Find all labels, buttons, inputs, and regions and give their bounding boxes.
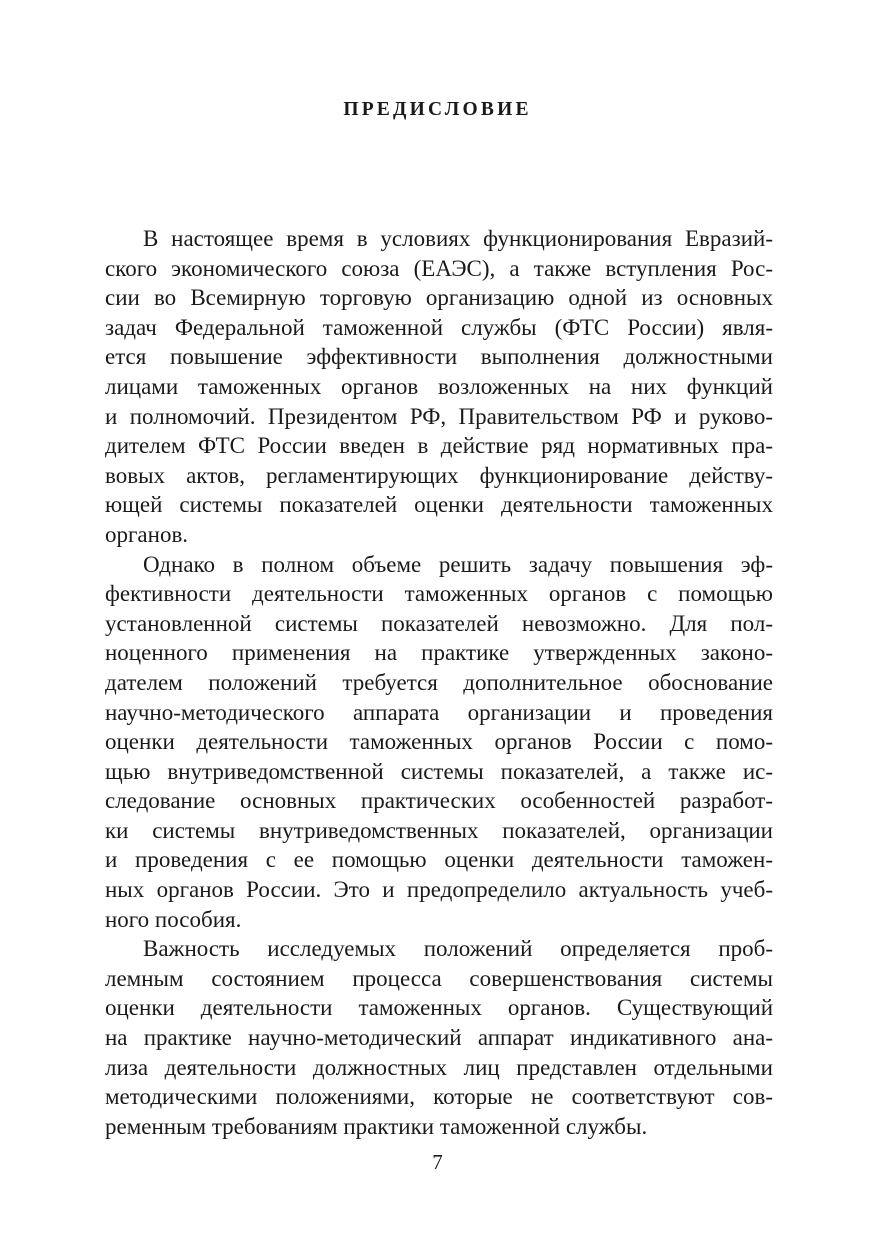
text-line: ного пособия. <box>105 906 242 932</box>
body-text <box>105 224 773 1141</box>
text-line: и полномочий. Президентом РФ, Правительством РФ и руково- <box>105 403 773 429</box>
text-line: на практике научно-методический аппарат индикативного ана- <box>105 1025 773 1051</box>
text-line: установленной системы показателей невозможно. Для пол- <box>105 610 773 636</box>
page-title: ПРЕДИСЛОВИЕ <box>343 99 532 120</box>
text-line: лемным состоянием процесса совершенствования системы <box>105 965 773 991</box>
text-line: следование основных практических особенностей разработ- <box>105 788 773 814</box>
text-line: научно-методического аппарата организации и проведения <box>105 699 773 725</box>
text-line: ющей системы показателей оценки деятельности таможенных <box>105 492 773 518</box>
text-line: ноценного применения на практике утвержденных законо- <box>105 640 773 666</box>
text-line: Однако в полном объеме решить задачу повышения эф- <box>143 551 773 577</box>
text-line: В настоящее время в условиях функционирования Евразий- <box>143 226 773 251</box>
text-line: оценки деятельности таможенных органов. Существующий <box>105 995 773 1021</box>
paragraph <box>105 224 773 550</box>
text-line: методическими положениями, которые не соответствуют сов- <box>105 1084 773 1110</box>
page-number: 7 <box>432 1150 443 1174</box>
paragraph <box>105 934 773 1141</box>
text-line: ременным требованиям практики таможенной службы. <box>105 1113 648 1139</box>
text-line: дателем положений требуется дополнительное обоснование <box>105 669 773 695</box>
text-line: задач Федеральной таможенной службы (ФТС России) явля- <box>105 314 773 340</box>
text-line: фективности деятельности таможенных органов с помощью <box>105 581 773 607</box>
text-line: оценки деятельности таможенных органов России с помо- <box>105 729 773 755</box>
paragraph <box>105 550 773 935</box>
text-line: щью внутриведомственной системы показателей, а также ис- <box>105 758 773 784</box>
text-line: ется повышение эффективности выполнения должностными <box>105 344 773 370</box>
text-line: Важность исследуемых положений определяется проб- <box>143 936 773 962</box>
text-line: лиза деятельности должностных лиц представлен отдельными <box>105 1054 773 1080</box>
text-line: ных органов России. Это и предопределило актуальность учеб- <box>105 877 773 903</box>
text-line: органов. <box>105 521 189 547</box>
text-line: лицами таможенных органов возложенных на них функций <box>105 373 773 399</box>
text-line: вовых актов, регламентирующих функционирование действу- <box>105 462 773 488</box>
text-line: сии во Всемирную торговую организацию одной из основных <box>105 285 773 311</box>
text-line: дителем ФТС России введен в действие ряд нормативных пра- <box>105 433 773 459</box>
text-line: ского экономического союза (ЕАЭС), а также вступления Рос- <box>105 255 773 281</box>
text-line: ки системы внутриведомственных показателей, организации <box>105 817 773 843</box>
text-line: и проведения с ее помощью оценки деятельности таможен- <box>105 847 773 873</box>
